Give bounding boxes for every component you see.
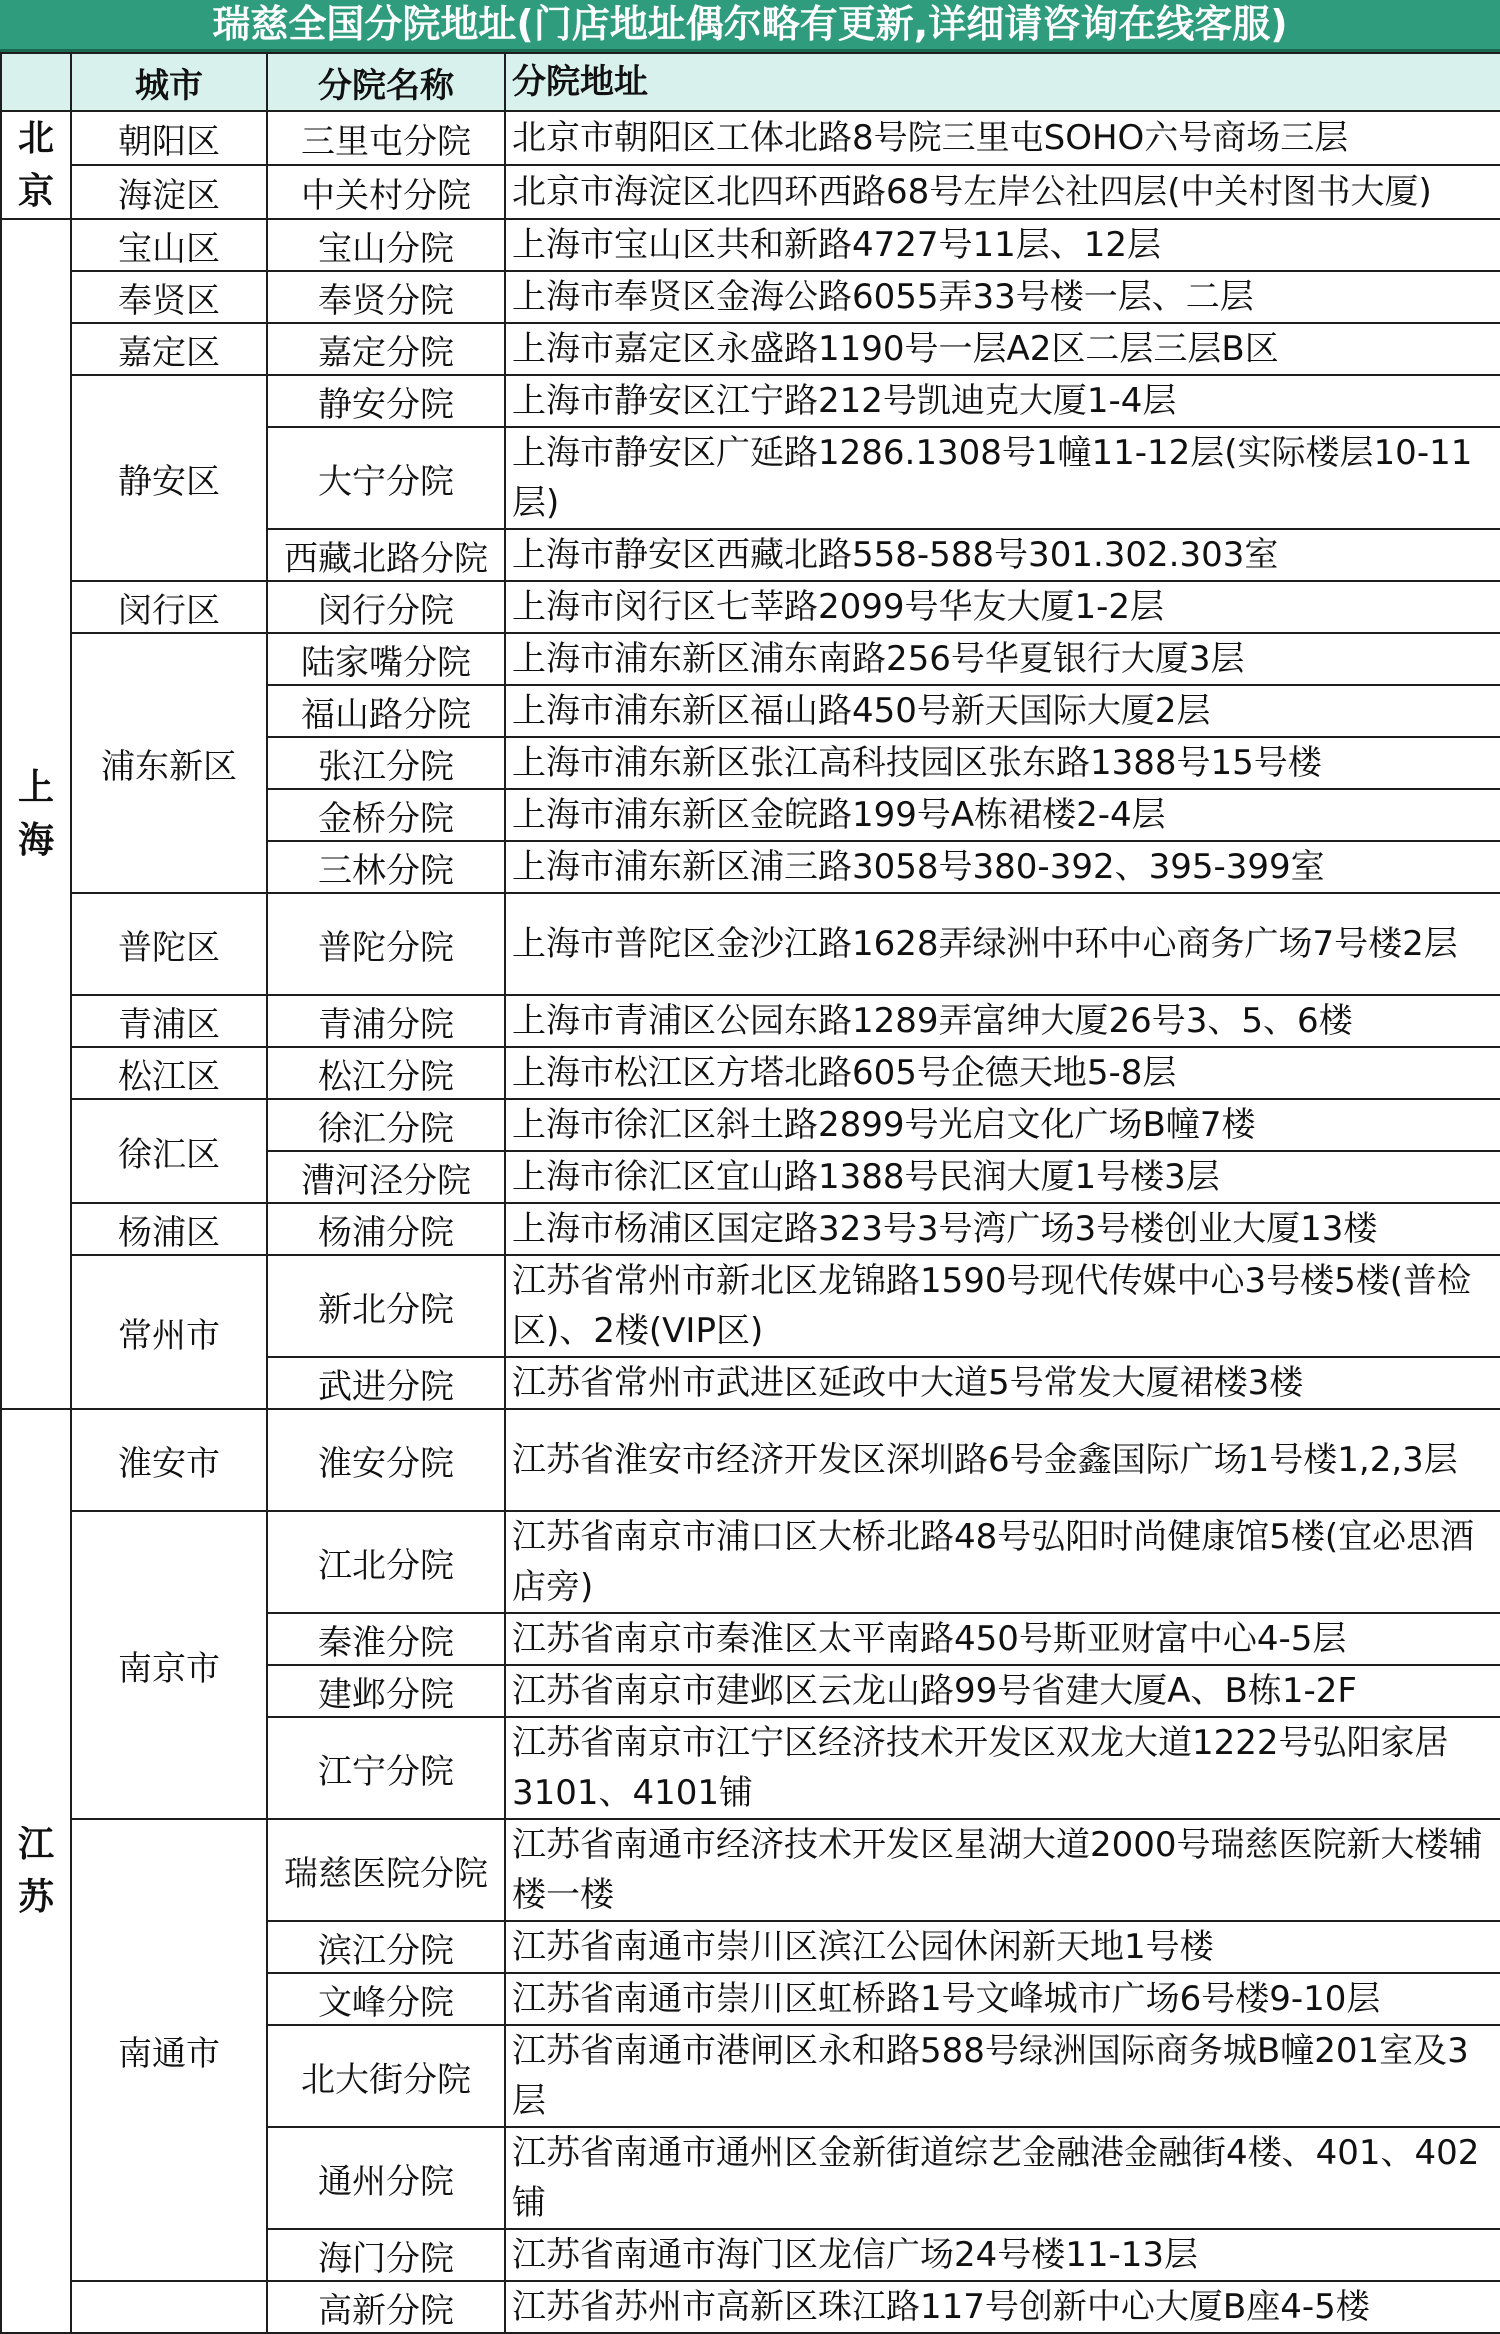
city-cell: 闵行区: [71, 581, 267, 633]
branch-name-cell: 秦淮分院: [267, 1613, 505, 1665]
branch-name-cell: 松江分院: [267, 1047, 505, 1099]
branch-name-cell: 静安分院: [267, 375, 505, 427]
branch-address-cell: 江苏省南通市崇川区虹桥路1号文峰城市广场6号楼9-10层: [505, 1973, 1500, 2025]
branch-address-cell: 江苏省南京市秦淮区太平南路450号斯亚财富中心4-5层: [505, 1613, 1500, 1665]
city-cell: 松江区: [71, 1047, 267, 1099]
branch-name-cell: 闵行分院: [267, 581, 505, 633]
province-cell: [1, 219, 71, 1409]
branch-address-cell: 上海市普陀区金沙江路1628弄绿洲中环中心商务广场7号楼2层: [505, 893, 1500, 995]
table-row: [1, 165, 1500, 219]
city-cell: 浦东新区: [71, 633, 267, 893]
table-row: [1, 323, 1500, 375]
city-cell: 普陀区: [71, 893, 267, 995]
table-row: [1, 1819, 1500, 1921]
branch-name-cell: 青浦分院: [267, 995, 505, 1047]
table-row: [1, 375, 1500, 427]
branch-name-cell: 陆家嘴分院: [267, 633, 505, 685]
table-row: [1, 1409, 1500, 1511]
branch-address-cell: 上海市浦东新区浦三路3058号380-392、395-399室: [505, 841, 1500, 893]
branch-address-cell: 上海市杨浦区国定路323号3号湾广场3号楼创业大厦13楼: [505, 1203, 1500, 1255]
branch-name-cell: 大宁分院: [267, 427, 505, 529]
province-cell: [1, 111, 71, 219]
city-cell: 嘉定区: [71, 323, 267, 375]
table-row: [1, 1047, 1500, 1099]
city-cell: 徐汇区: [71, 1099, 267, 1203]
branch-name-cell: 滨江分院: [267, 1921, 505, 1973]
branch-name-cell: 金桥分院: [267, 789, 505, 841]
table-row: [1, 219, 1500, 271]
header-city: 城市: [71, 53, 267, 111]
branch-name-cell: 嘉定分院: [267, 323, 505, 375]
province-name: 江苏: [17, 1824, 54, 1918]
table-header-row: [1, 53, 1500, 111]
branch-address-cell: 上海市青浦区公园东路1289弄富绅大厦26号3、5、6楼: [505, 995, 1500, 1047]
table-row: [1, 271, 1500, 323]
header-province-cell: [1, 53, 71, 111]
page-title: 瑞慈全国分院地址(门店地址偶尔略有更新,详细请咨询在线客服): [0, 0, 1500, 52]
branch-name-cell: 江北分院: [267, 1511, 505, 1613]
city-cell: 静安区: [71, 375, 267, 581]
branch-address-cell: 上海市宝山区共和新路4727号11层、12层: [505, 219, 1500, 271]
table-row: [1, 893, 1500, 995]
branch-address-cell: 北京市朝阳区工体北路8号院三里屯SOHO六号商场三层: [505, 111, 1500, 165]
city-cell: 南京市: [71, 1511, 267, 1819]
branch-name-cell: 奉贤分院: [267, 271, 505, 323]
branch-address-cell: 北京市海淀区北四环西路68号左岸公社四层(中关村图书大厦): [505, 165, 1500, 219]
branch-address-cell: 上海市静安区广延路1286.1308号1幢11-12层(实际楼层10-11层): [505, 427, 1500, 529]
branch-name-cell: 宝山分院: [267, 219, 505, 271]
branch-name-cell: 淮安分院: [267, 1409, 505, 1511]
branch-name-cell: 三里屯分院: [267, 111, 505, 165]
branch-name-cell: 建邺分院: [267, 1665, 505, 1717]
province-cell: [1, 1409, 71, 2333]
branch-name-cell: 徐汇分院: [267, 1099, 505, 1151]
branch-address-cell: 江苏省南通市港闸区永和路588号绿洲国际商务城B幢201室及3层: [505, 2025, 1500, 2127]
table-row: [1, 1255, 1500, 1357]
branch-address-cell: 江苏省南京市江宁区经济技术开发区双龙大道1222号弘阳家居3101、4101铺: [505, 1717, 1500, 1819]
branch-name-cell: 福山路分院: [267, 685, 505, 737]
branch-name-cell: 瑞慈医院分院: [267, 1819, 505, 1921]
branch-address-cell: 上海市闵行区七莘路2099号华友大厦1-2层: [505, 581, 1500, 633]
branch-address-cell: 江苏省常州市新北区龙锦路1590号现代传媒中心3号楼5楼(普检区)、2楼(VIP区): [505, 1255, 1500, 1357]
branch-name-cell: 张江分院: [267, 737, 505, 789]
branch-address-cell: 上海市浦东新区张江高科技园区张东路1388号15号楼: [505, 737, 1500, 789]
table-row: [1, 581, 1500, 633]
branch-name-cell: 文峰分院: [267, 1973, 505, 2025]
city-cell: 青浦区: [71, 995, 267, 1047]
branch-address-cell: 上海市浦东新区福山路450号新天国际大厦2层: [505, 685, 1500, 737]
table-row: [1, 111, 1500, 165]
province-name: 北京: [17, 118, 54, 212]
table-row: [1, 633, 1500, 685]
city-cell: 淮安市: [71, 1409, 267, 1511]
branch-address-cell: 上海市浦东新区金皖路199号A栋裙楼2-4层: [505, 789, 1500, 841]
branch-address-cell: 上海市奉贤区金海公路6055弄33号楼一层、二层: [505, 271, 1500, 323]
branch-name-cell: 新北分院: [267, 1255, 505, 1357]
city-cell: 朝阳区: [71, 111, 267, 165]
branch-name-cell: 通州分院: [267, 2127, 505, 2229]
branch-address-cell: 江苏省南通市海门区龙信广场24号楼11-13层: [505, 2229, 1500, 2281]
province-name: 上海: [17, 767, 54, 861]
branch-name-cell: 三林分院: [267, 841, 505, 893]
branch-address-cell: 江苏省常州市武进区延政中大道5号常发大厦裙楼3楼: [505, 1357, 1500, 1409]
table-row: [1, 1203, 1500, 1255]
city-cell: [71, 2281, 267, 2333]
branch-name-cell: 武进分院: [267, 1357, 505, 1409]
table-row: [1, 1099, 1500, 1151]
city-cell: 奉贤区: [71, 271, 267, 323]
branch-address-cell: 上海市浦东新区浦东南路256号华夏银行大厦3层: [505, 633, 1500, 685]
branch-name-cell: 西藏北路分院: [267, 529, 505, 581]
city-cell: 常州市: [71, 1255, 267, 1409]
branch-address-cell: 江苏省南通市经济技术开发区星湖大道2000号瑞慈医院新大楼辅楼一楼: [505, 1819, 1500, 1921]
table-row: [1, 2281, 1500, 2333]
branch-address-cell: 上海市徐汇区斜土路2899号光启文化广场B幢7楼: [505, 1099, 1500, 1151]
header-branch-name: 分院名称: [267, 53, 505, 111]
table-body: [1, 53, 1500, 2333]
branch-address-cell: 上海市静安区西藏北路558-588号301.302.303室: [505, 529, 1500, 581]
city-cell: 南通市: [71, 1819, 267, 2281]
table-row: [1, 995, 1500, 1047]
city-cell: 杨浦区: [71, 1203, 267, 1255]
branch-address-cell: 上海市徐汇区宜山路1388号民润大厦1号楼3层: [505, 1151, 1500, 1203]
branch-address-cell: 江苏省南京市建邺区云龙山路99号省建大厦A、B栋1-2F: [505, 1665, 1500, 1717]
branch-name-cell: 高新分院: [267, 2281, 505, 2333]
branch-name-cell: 北大街分院: [267, 2025, 505, 2127]
table-row: [1, 1511, 1500, 1613]
branch-name-cell: 海门分院: [267, 2229, 505, 2281]
branch-address-table: [0, 52, 1500, 2334]
branch-name-cell: 江宁分院: [267, 1717, 505, 1819]
city-cell: 宝山区: [71, 219, 267, 271]
branch-name-cell: 漕河泾分院: [267, 1151, 505, 1203]
header-address: 分院地址: [505, 53, 1500, 111]
city-cell: 海淀区: [71, 165, 267, 219]
branch-name-cell: 杨浦分院: [267, 1203, 505, 1255]
branch-address-cell: 江苏省南通市崇川区滨江公园休闲新天地1号楼: [505, 1921, 1500, 1973]
branch-address-cell: 江苏省苏州市高新区珠江路117号创新中心大厦B座4-5楼: [505, 2281, 1500, 2333]
branch-name-cell: 中关村分院: [267, 165, 505, 219]
branch-address-cell: 江苏省淮安市经济开发区深圳路6号金鑫国际广场1号楼1,2,3层: [505, 1409, 1500, 1511]
branch-address-cell: 江苏省南通市通州区金新街道综艺金融港金融街4楼、401、402铺: [505, 2127, 1500, 2229]
branch-address-cell: 上海市静安区江宁路212号凯迪克大厦1-4层: [505, 375, 1500, 427]
branch-address-cell: 江苏省南京市浦口区大桥北路48号弘阳时尚健康馆5楼(宜必思酒店旁): [505, 1511, 1500, 1613]
branch-address-cell: 上海市松江区方塔北路605号企德天地5-8层: [505, 1047, 1500, 1099]
branch-address-cell: 上海市嘉定区永盛路1190号一层A2区二层三层B区: [505, 323, 1500, 375]
branch-name-cell: 普陀分院: [267, 893, 505, 995]
